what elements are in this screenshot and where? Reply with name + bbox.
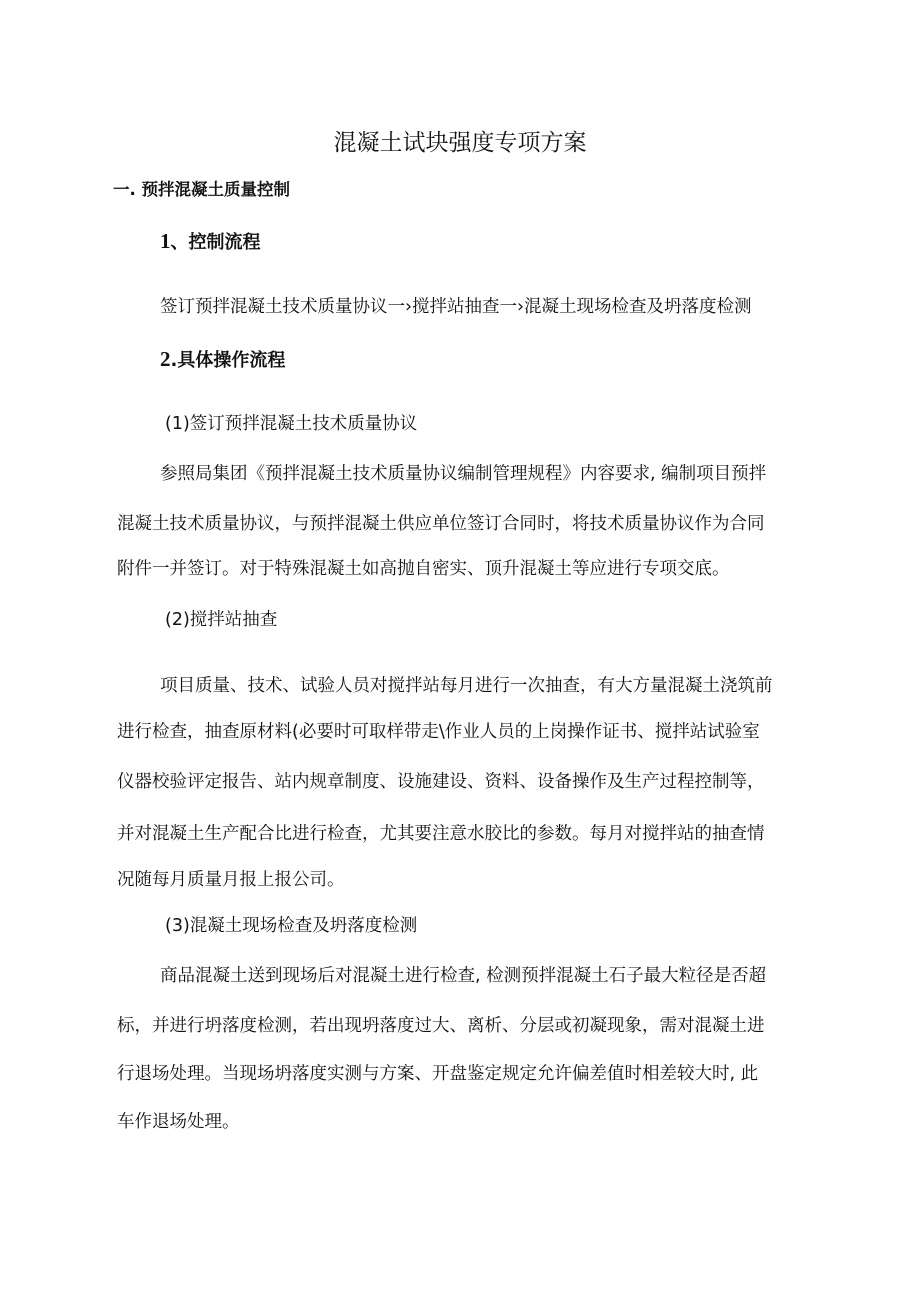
paragraph-line: 车作退场处理。 bbox=[117, 1112, 240, 1132]
paragraph-line: 附件一并签订。对于特殊混凝土如高抛自密实、顶升混凝土等应进行专项交底。 bbox=[117, 559, 730, 579]
document-title: 混凝土试块强度专项方案 bbox=[333, 130, 587, 156]
subsection-title: 、控制流程 bbox=[170, 232, 261, 253]
step-heading-3: (3)混凝土现场检查及坍落度检测 bbox=[165, 916, 418, 936]
subsection-heading-2 bbox=[160, 346, 285, 372]
step-heading-2: (2)搅拌站抽查 bbox=[165, 610, 278, 630]
section-heading: 一. 预拌混凝土质量控制 bbox=[113, 180, 291, 199]
paragraph-line: 仪器校验评定报告、站内规章制度、设施建设、资料、设备操作及生产过程控制等， bbox=[117, 772, 765, 792]
subsection-heading-1 bbox=[160, 228, 261, 254]
step-heading-1: (1)签订预拌混凝土技术质量协议 bbox=[165, 414, 418, 434]
paragraph-line: 标，并进行坍落度检测，若出现坍落度过大、离析、分层或初凝现象，需对混凝土进 bbox=[117, 1016, 765, 1036]
paragraph-line: 行退场处理。当现场坍落度实测与方案、开盘鉴定规定允许偏差值时相差较大时, 此 bbox=[117, 1064, 759, 1084]
flow-text: 签订预拌混凝土技术质量协议一›搅拌站抽查一›混凝土现场检查及坍落度检测 bbox=[160, 297, 752, 317]
subsection-number: 2 bbox=[160, 347, 171, 371]
subsection-title: .具体操作流程 bbox=[170, 350, 286, 371]
paragraph-line: 项目质量、技术、试验人员对搅拌站每月进行一次抽查，有大方量混凝土浇筑前 bbox=[160, 676, 773, 696]
paragraph-line: 并对混凝土生产配合比进行检查，尤其要注意水胶比的参数。每月对搅拌站的抽查情 bbox=[117, 824, 765, 844]
paragraph-line: 参照局集团《预拌混凝土技术质量协议编制管理规程》内容要求, 编制项目预拌 bbox=[160, 464, 767, 484]
paragraph-line: 进行检查，抽查原材料(必要时可取样带走\作业人员的上岗操作证书、搅拌站试验室 bbox=[117, 722, 760, 742]
subsection-number: 1 bbox=[160, 229, 171, 253]
paragraph-line: 商品混凝土送到现场后对混凝土进行检查, 检测预拌混凝土石子最大粒径是否超 bbox=[160, 966, 767, 986]
paragraph-line: 混凝土技术质量协议，与预拌混凝土供应单位签订合同时，将技术质量协议作为合同 bbox=[117, 514, 765, 534]
paragraph-line: 况随每月质量月报上报公司。 bbox=[117, 870, 345, 890]
